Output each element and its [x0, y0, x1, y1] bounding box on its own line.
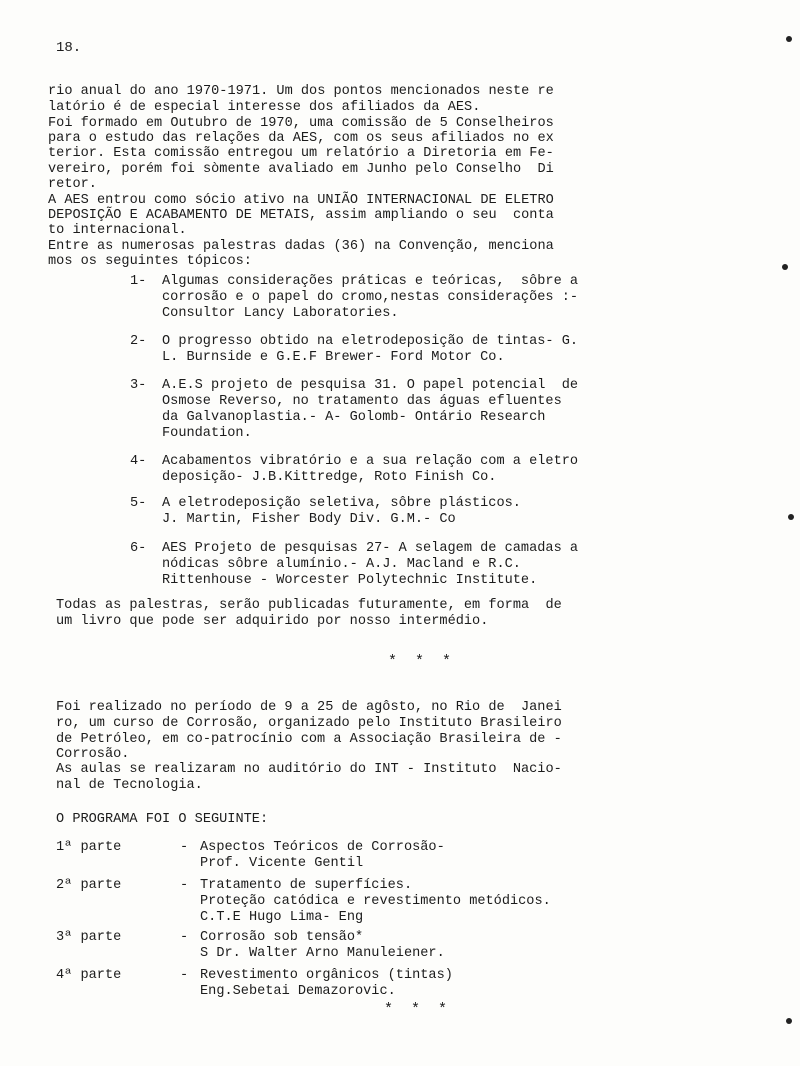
text-line: Todas as palestras, serão publicadas futuramente, em forma de: [56, 598, 562, 613]
program-dash: -: [180, 840, 189, 855]
program-part: 1ª parte: [56, 840, 122, 855]
topic-line: corrosão e o papel do cromo,nestas considerações :-: [162, 290, 579, 305]
text-line: nal de Tecnologia.: [56, 778, 203, 793]
topic-line: nódicas sôbre alumínio.- A.J. Macland e R.C.: [162, 557, 521, 572]
text-line: de Petróleo, em co-patrocínio com a Associação Brasileira de -: [56, 732, 562, 747]
program-line: S Dr. Walter Arno Manuleiener.: [200, 946, 445, 961]
scan-speck: [782, 264, 788, 270]
text-line: para o estudo das relações da AES, com os seus afiliados no ex: [48, 131, 554, 146]
topic-number: 4-: [130, 454, 147, 469]
text-line: mos os seguintes tópicos:: [48, 254, 252, 269]
topic-line: Foundation.: [162, 426, 252, 441]
scan-speck: [786, 36, 792, 42]
topic-line: A eletrodeposição seletiva, sôbre plásticos.: [162, 496, 521, 511]
program-part: 4ª parte: [56, 968, 122, 983]
scan-speck: [786, 1018, 792, 1024]
program-line: Aspectos Teóricos de Corrosão-: [200, 840, 445, 855]
topic-line: deposição- J.B.Kittredge, Roto Finish Co.: [162, 470, 497, 485]
program-dash: -: [180, 878, 189, 893]
topic-line: Acabamentos vibratório e a sua relação com a eletro: [162, 454, 579, 469]
program-line: Corrosão sob tensão*: [200, 930, 364, 945]
program-heading: O PROGRAMA FOI O SEGUINTE:: [56, 812, 269, 827]
topic-line: L. Burnside e G.E.F Brewer- Ford Motor Co.: [162, 350, 505, 365]
text-line: to internacional.: [48, 223, 187, 238]
text-line: Corrosão.: [56, 747, 130, 762]
topic-line: Rittenhouse - Worcester Polytechnic Institute.: [162, 573, 538, 588]
page-number: 18.: [56, 40, 82, 56]
topic-line: J. Martin, Fisher Body Div. G.M.- Co: [162, 512, 456, 527]
topic-line: da Galvanoplastia.- A- Golomb- Ontário Research: [162, 410, 546, 425]
text-line: DEPOSIÇÃO E ACABAMENTO DE METAIS, assim ampliando o seu conta: [48, 208, 554, 223]
text-line: rio anual do ano 1970-1971. Um dos pontos mencionados neste re: [48, 84, 554, 99]
topic-line: Algumas considerações práticas e teóricas, sôbre a: [162, 274, 579, 289]
topic-line: AES Projeto de pesquisas 27- A selagem de camadas a: [162, 541, 579, 556]
topic-line: A.E.S projeto de pesquisa 31. O papel potencial de: [162, 378, 579, 393]
text-line: A AES entrou como sócio ativo na UNIÃO INTERNACIONAL DE ELETRO: [48, 193, 554, 208]
topic-number: 1-: [130, 274, 147, 289]
topic-number: 6-: [130, 541, 147, 556]
text-line: terior. Esta comissão entregou um relatório a Diretoria em Fe-: [48, 146, 554, 161]
topic-line: O progresso obtido na eletrodeposição de tintas- G.: [162, 334, 579, 349]
program-line: Revestimento orgânicos (tintas): [200, 968, 453, 983]
text-line: um livro que pode ser adquirido por nosso intermédio.: [56, 614, 489, 629]
text-line: vereiro, porém foi sòmente avaliado em Junho pelo Conselho Di: [48, 162, 554, 177]
text-line: retor.: [48, 177, 97, 192]
program-dash: -: [180, 968, 189, 983]
program-part: 2ª parte: [56, 878, 122, 893]
topic-number: 3-: [130, 378, 147, 393]
topic-line: Consultor Lancy Laboratories.: [162, 306, 399, 321]
text-line: Foi formado em Outubro de 1970, uma comissão de 5 Conselheiros: [48, 116, 554, 131]
program-dash: -: [180, 930, 189, 945]
text-line: latório é de especial interesse dos afiliados da AES.: [48, 100, 481, 115]
topic-line: Osmose Reverso, no tratamento das águas efluentes: [162, 394, 562, 409]
topic-number: 5-: [130, 496, 147, 511]
end-separator: * * *: [384, 1001, 448, 1018]
program-part: 3ª parte: [56, 930, 122, 945]
scan-speck: [788, 514, 794, 520]
text-line: Entre as numerosas palestras dadas (36) na Convenção, menciona: [48, 239, 554, 254]
program-line: Eng.Sebetai Demazorovic.: [200, 984, 396, 999]
text-line: ro, um curso de Corrosão, organizado pelo Instituto Brasileiro: [56, 716, 562, 731]
text-line: As aulas se realizaram no auditório do INT - Instituto Nacio-: [56, 762, 562, 777]
program-line: Proteção catódica e revestimento metódicos.: [200, 894, 551, 909]
text-line: Foi realizado no período de 9 a 25 de agôsto, no Rio de Janei: [56, 700, 562, 715]
program-line: Tratamento de superfícies.: [200, 878, 413, 893]
program-line: C.T.E Hugo Lima- Eng: [200, 910, 364, 925]
program-line: Prof. Vicente Gentil: [200, 856, 364, 871]
topic-number: 2-: [130, 334, 147, 349]
section-separator: * * *: [388, 653, 452, 670]
